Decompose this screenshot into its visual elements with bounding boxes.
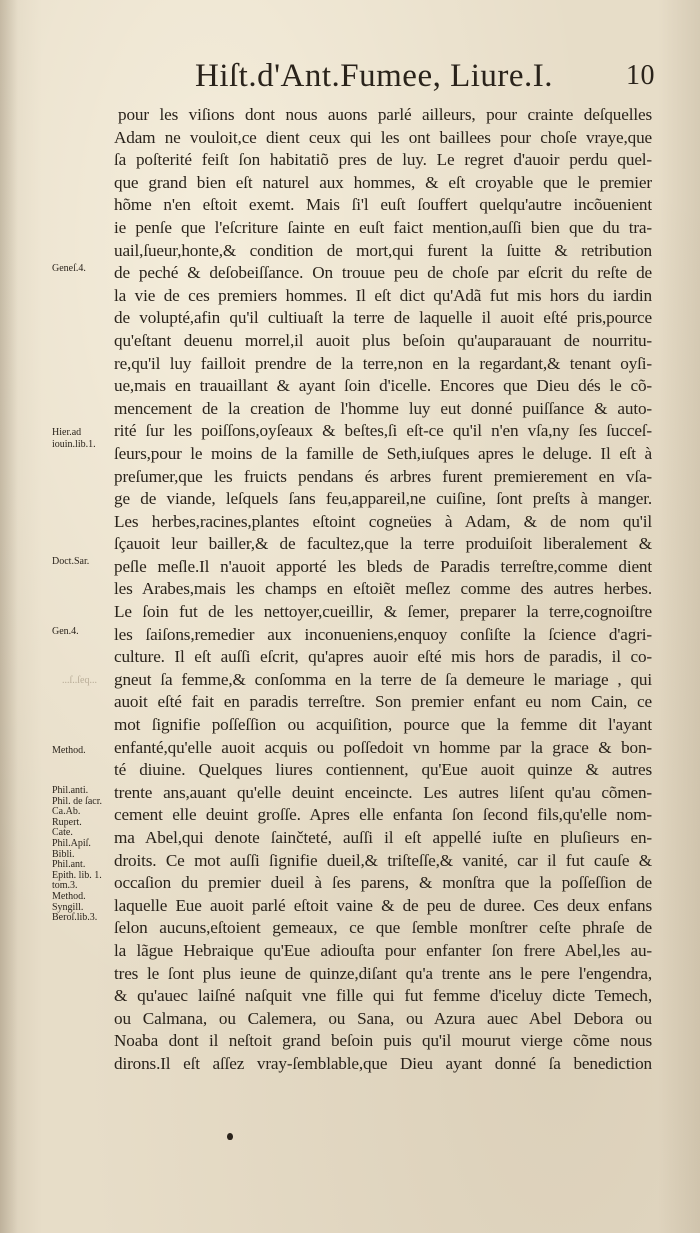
margin-note-method: Method. [52, 745, 86, 756]
margin-note-citations [52, 786, 102, 924]
text-line: rité ſur les poiſſons,oyſeaux & beſtes,ſi eſt-ce qu'il n'en vſa,ny ſes ſucceſ- [114, 421, 652, 441]
text-line: hõme n'en eſtoit exemt. Mais ſi'l euſt ſouffert quelqu'autre incõuenient [114, 195, 652, 215]
citation-entry: Rupert. [52, 816, 82, 828]
text-line: les Arabes,mais les champs en eſtoiẽt meſlez comme des autres herbes. [114, 579, 652, 599]
text-line: dirons.Il eſt aſſez vray-ſemblable,que Dieu ayant donné ſa benediction [114, 1053, 652, 1073]
text-line: preſumer,que les fruicts pendans és arbres furent premierement en vſa- [114, 466, 652, 486]
text-line: ue,mais en trauaillant & ayant ſoin d'icelle. Encores que Dieu dés le cõ- [114, 376, 652, 396]
text-line: qu'eſtant deuenu morrel,il auoit plus beſoin qu'auparauant de nourritu- [114, 330, 652, 350]
text-line: la vie de ces premiers hommes. Il eſt dict qu'Adã fut mis hors du iardin [114, 285, 652, 305]
text-line: ge de viande, leſquels ſans feu,appareil,ne cuiſine, ſont preſts à manger. [114, 489, 652, 509]
body-text [114, 104, 652, 1076]
text-line: gneut ſa femme,& conſomma en la terre de ſa demeure le mariage , qui [114, 669, 652, 689]
page-number: 10 [626, 60, 655, 91]
text-line: mot ſignifie poſſeſſion ou acquiſition, pource que la femme dit l'ayant [114, 715, 652, 735]
text-line: Noaba dont il neſtoit grand beſoin puis qu'il mourut vierge cõme nous [114, 1031, 652, 1051]
citation-entry: Bibli. [52, 848, 75, 860]
text-line: la lãgue Hebraique qu'Eue adiouſta pour enfanter ſon frere Abel,les au- [114, 940, 652, 960]
text-line: mencement de la creation de l'homme luy eut donné puiſſance & auto- [114, 398, 652, 418]
text-line: auoit eſté fait en paradis terreſtre. Son premier enfant eu nom Cain, ce [114, 692, 652, 712]
text-line: ſelon aucuns,eſtoient gemeaux, ce que ſemble monſtrer ceſte phraſe de [114, 918, 652, 938]
text-line: ma Abel,qui denote ſainčteté, auſſi il eſt appellé iuſte en pluſieurs en- [114, 828, 652, 847]
text-line: ſeurs,pour le moins de la famille de Seth,iuſques apres le deluge. Il eſt à [114, 443, 652, 463]
citation-entry: Cate. [52, 827, 73, 839]
citation-entry: Phil.ant. [52, 859, 86, 871]
text-line: occaſion du premier dueil à ſes parens, & monſtra que la poſſeſſion de [114, 873, 652, 893]
running-head-title: Hiſt.d'Ant.Fumee, Liure.I. [195, 58, 554, 94]
text-line: peſle meſle.Il n'auoit apporté les bleds de Paradis terreſtre,comme dient [114, 556, 652, 576]
text-line: Adam ne vouloit,ce dient ceux qui les ont baillees pour choſe vraye,que [114, 127, 652, 147]
text-line: droits. Ce mot auſſi ſignifie dueil,& triſteſſe,& vanité, car il fut cauſe & [114, 850, 652, 870]
text-line: ſçauoit leur bailler,& de facultez,que la terre produiſoit liberalement & [114, 534, 652, 554]
citation-entry: Phil.Apiſ. [52, 837, 91, 849]
text-line: Les herbes,racines,plantes eſtoint cogneües à Adam, & de nom qu'il [114, 511, 652, 531]
printer-mark [227, 1133, 233, 1140]
margin-note-genesis-4: Gen.4. [52, 626, 79, 637]
text-line: ſa poſterité feiſt ſon habitatiõ pres de luy. Le regret d'auoir perdu quel- [114, 150, 652, 170]
text-line: de volupté,afin qu'il cultiuaſt la terre de laquelle il auoit eſté pris,pource [114, 308, 652, 328]
text-line: té diuine. Quelques liures contiennent, qu'Eue auoit quinze & autres [114, 760, 652, 780]
text-line: de peché & deſobeiſſance. On trouue peu de choſe par eſcrit du reſte de [114, 263, 652, 283]
citation-entry: tom.3. [52, 880, 78, 892]
margin-note-faded: ...ſ..ſeq... [62, 675, 97, 686]
text-line: culture. Il eſt auſſi eſcrit, qu'apres auoir eſté mis hors de paradis, il co- [114, 647, 652, 667]
margin-note-hieronymus-2: iouin.lib.1. [52, 439, 96, 450]
citation-entry: Epith. lib. 1. [52, 869, 102, 881]
margin-note-hieronymus-1: Hier.ad [52, 427, 82, 438]
text-line: pour les viſions dont nous auons parlé ailleurs, pour crainte deſquelles [118, 105, 652, 124]
citation-entry: Ca.Ab. [52, 806, 81, 818]
text-line: ou Calmana, ou Calemera, ou Sana, ou Azura auec Abel Debora ou [114, 1008, 652, 1028]
text-line: laquelle Eue auoit parlé eſtoit vaine & de peu de duree. Ces deux enfans [114, 895, 652, 915]
margin-notes [0, 0, 112, 1233]
text-line: les ſaiſons,remedier aux inconueniens,enquoy conſiſte la ſcience d'agri- [114, 624, 652, 644]
citation-entry: Beroſ.lib.3. [52, 912, 98, 924]
text-line: cement elle deuint groſſe. Apres elle enfanta ſon ſecond fils,qu'elle nom- [114, 805, 652, 825]
citation-entry: Phil. de ſacr. [52, 795, 102, 807]
text-line: Le ſoin fut de les nettoyer,cueillir, & ſemer, preparer la terre,cognoiſtre [114, 602, 652, 622]
text-line: enfanté,qu'elle auoit acquis ou poſſedoit vn homme par la grace & bon- [114, 737, 652, 757]
text-line: ie penſe que l'eſcriture ſainte en euſt faict mention,auſſi bien que du tra- [114, 217, 652, 237]
citation-entry: Method. [52, 890, 86, 902]
citation-entry: Syngill. [52, 901, 84, 913]
text-line: uail,ſueur,honte,& condition de mort,qui furent la ſuitte & retribution [114, 240, 652, 260]
text-line: tres le ſont plus ieune de quinze,diſant qu'a trente ans le pere l'engendra, [114, 963, 652, 983]
text-line: re,qu'il luy failloit prendre de la terre,non en la regardant,& tenant oyſi- [114, 353, 652, 373]
margin-note-doctor: Doct.Sar. [52, 556, 90, 567]
text-line: trente ans,auant qu'elle deuint enceincte. Les autres liſent qu'au cõmen- [114, 782, 652, 802]
text-line: que grand bien eſt naturel aux hommes, & eſt croyable que le premier [114, 172, 652, 192]
text-line: & qu'auec laiſné naſquit vne fille qui fut femme d'iceluy dicte Temech, [114, 986, 652, 1006]
citation-entry: Phil.anti. [52, 785, 89, 796]
margin-note-genesis: Geneſ.4. [52, 263, 86, 274]
running-head [195, 58, 665, 102]
